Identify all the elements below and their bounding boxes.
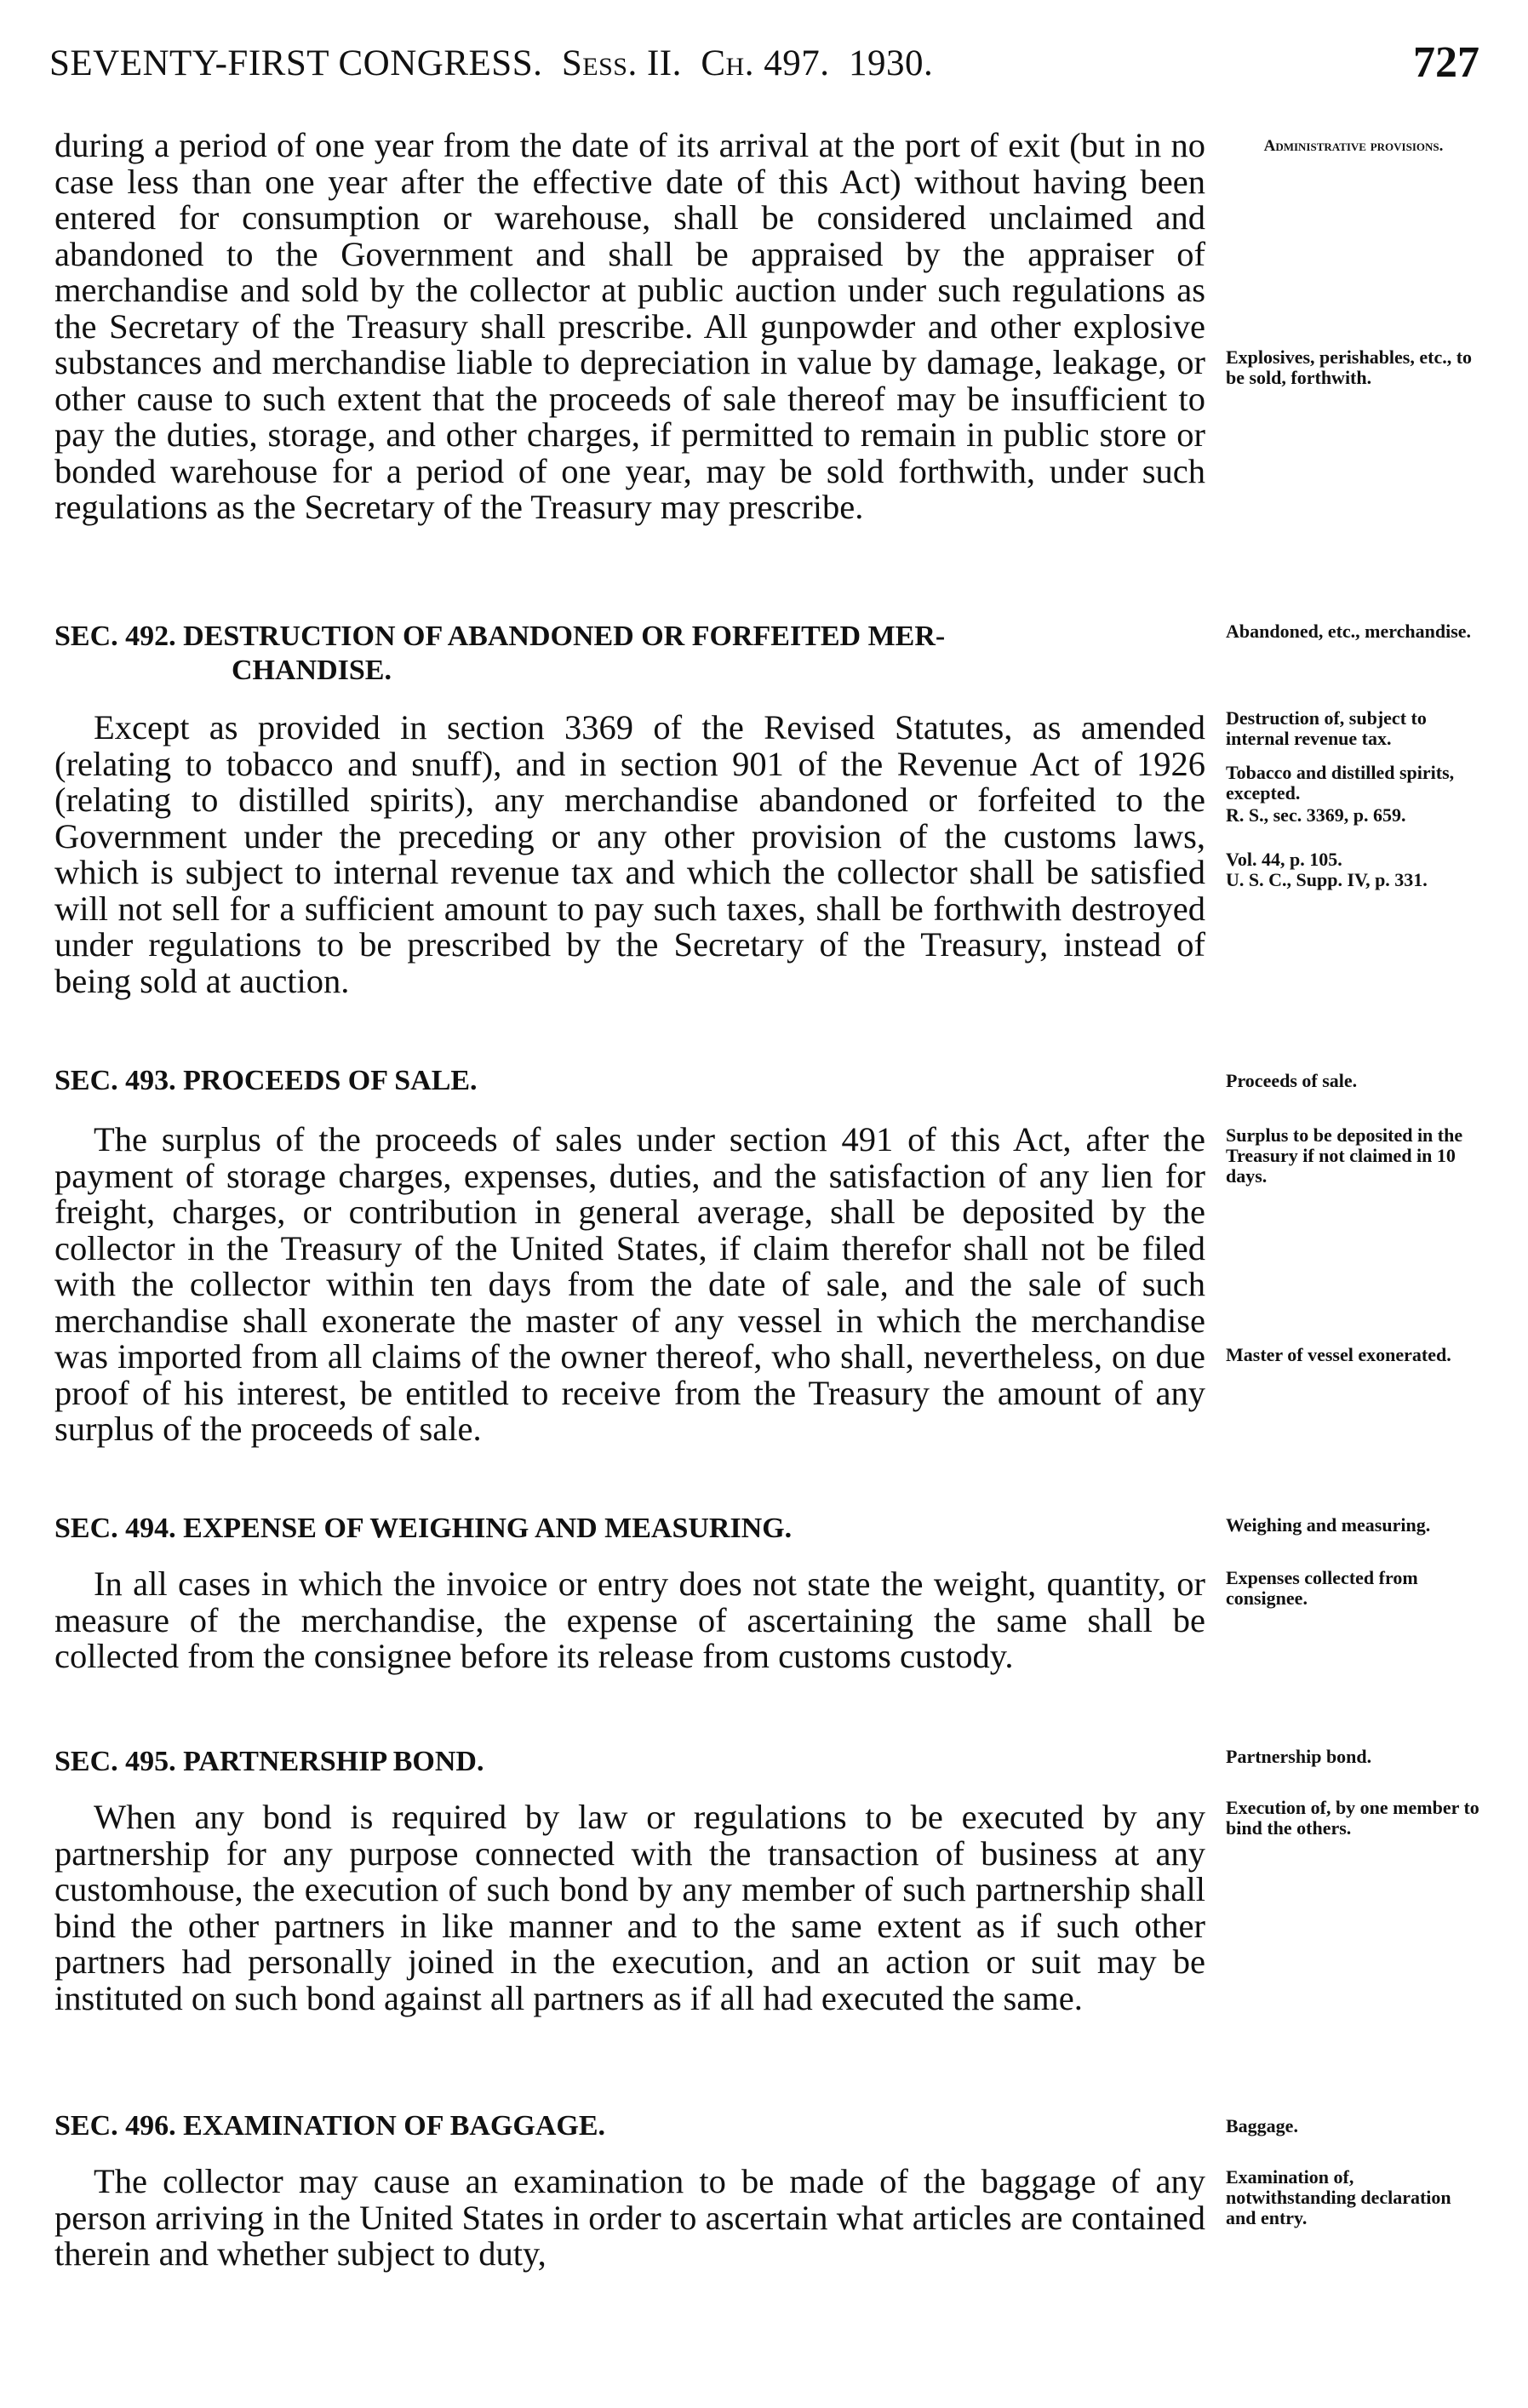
section-text-492: Except as provided in section 3369 of the Revised Statutes, as amended (relating to tobacco and snuff), and in section 901 of the Revenue Act of 1926 (relating to distilled spirits), any merchandise abandoned or forfeited to the Government under the preceding or any other provision of the customs laws, which is subject to internal revenue tax and which the collector shall be satisfied will not sell for a sufficient amount to pay such taxes, shall be forthwith destroyed under regulations to be prescribed by the Secretary of the Treasury, instead of being sold at auction.: [54, 708, 1205, 1000]
margin-note-baggage: Baggage.: [1226, 2115, 1298, 2136]
page-header: [49, 38, 1479, 94]
section-text-493: The surplus of the proceeds of sales under section 491 of this Act, after the payment of storage charges, expenses, duties, and the satisfaction of any lien for freight, charges, or contribution in general average, shall be deposited by the collector in the Treasury of the United States, if claim therefor shall not be filed with the collector within ten days from the date of sale, and the sale of such merchandise shall exonerate the master of any vessel in which the merchandise was imported from all claims of the owner thereof, who shall, nevertheless, on due proof of his interest, be entitled to receive from the Treasury the amount of any surplus of the proceeds of sale.: [54, 1120, 1205, 1448]
margin-note-execution: Execution of, by one member to bind the others.: [1226, 1797, 1479, 1839]
margin-note-partnership: Partnership bond.: [1226, 1746, 1372, 1767]
margin-note-master: Master of vessel exonerated.: [1226, 1344, 1451, 1365]
section-text-495: When any bond is required by law or regulations to be executed by any partnership for any purpose connected with the transaction of business at any customhouse, the execution of such bond by any member of such partnership shall bind the other partners in like manner and to the same extent as if such other partners had personally joined in the execution, and an action or suit may be instituted on such bond against all partners as if all had executed the same.: [54, 1798, 1205, 2017]
section-text-496: The collector may cause an examination to be made of the baggage of any person arriving in the United States in order to ascertain what articles are contained therein and whether subject to duty,: [54, 2162, 1205, 2273]
section-heading-495: SEC. 495. PARTNERSHIP BOND.: [54, 1746, 484, 1777]
congress-title: SEVENTY-FIRST CONGRESS.: [49, 43, 543, 83]
running-head: [49, 43, 933, 84]
page-number: 727: [1413, 38, 1479, 87]
year-label: 1930.: [848, 43, 934, 83]
margin-note-destruction: Destruction of, subject to internal revenue tax.: [1226, 707, 1427, 749]
margin-note-abandoned: Abandoned, etc., merchandise.: [1226, 621, 1472, 642]
chapter-label: Ch. 497.: [701, 43, 830, 83]
section-heading-493: SEC. 493. PROCEEDS OF SALE.: [54, 1065, 478, 1096]
margin-note-surplus: Surplus to be deposited in the Treasury if not claimed in 10 days.: [1226, 1124, 1463, 1187]
section-heading-496: SEC. 496. EXAMINATION OF BAGGAGE.: [54, 2110, 605, 2142]
margin-note-explosives: Explosives, perishables, etc., to be sold, forthwith.: [1226, 346, 1473, 388]
margin-note-proceeds: Proceeds of sale.: [1226, 1070, 1358, 1091]
section-heading-494: SEC. 494. EXPENSE OF WEIGHING AND MEASURING.: [54, 1513, 793, 1544]
session-label: Sess. II.: [561, 43, 682, 83]
margin-note-examination: Examination of, notwithstanding declaration and entry.: [1226, 2166, 1451, 2228]
section-text-494: In all cases in which the invoice or entry does not state the weight, quantity, or measure of the merchandise, the expense of ascertaining the same shall be collected from the consignee before its release from customs custody.: [54, 1564, 1205, 1675]
margin-note-usc-citation: U. S. C., Supp. IV, p. 331.: [1226, 869, 1428, 890]
margin-note-rs-citation: R. S., sec. 3369, p. 659.: [1226, 804, 1406, 826]
margin-note-administrative: Administrative provisions.: [1263, 137, 1444, 155]
margin-note-tobacco: Tobacco and distilled spirits, excepted.: [1226, 762, 1455, 804]
margin-note-weighing: Weighing and measuring.: [1226, 1514, 1431, 1536]
opening-paragraph: [54, 128, 1205, 526]
section-heading-492: SEC. 492. DESTRUCTION OF ABANDONED OR FORFEITED MER- CHANDISE.: [54, 621, 946, 686]
opening-text: during a period of one year from the date of its arrival at the port of exit (but in no case less than one year after the effective date of this Act) without having been entered for consumption or warehouse, shall be considered unclaimed and abandoned to the Government and shall be appraised by the appraiser of merchandise and sold by the collector at public auction under such regulations as the Secretary of the Treasury shall prescribe. All gunpowder and other explosive substances and merchandise liable to depreciation in value by damage, leakage, or other cause to such extent that the proceeds of sale thereof may be insufficient to pay the duties, storage, and other charges, if permitted to remain in public store or bonded warehouse for a period of one year, may be sold forthwith, under such regulations as the Secretary of the Treasury may prescribe.: [54, 126, 1205, 526]
margin-note-vol-citation: Vol. 44, p. 105.: [1226, 849, 1342, 870]
margin-note-expenses: Expenses collected from consignee.: [1226, 1567, 1418, 1609]
